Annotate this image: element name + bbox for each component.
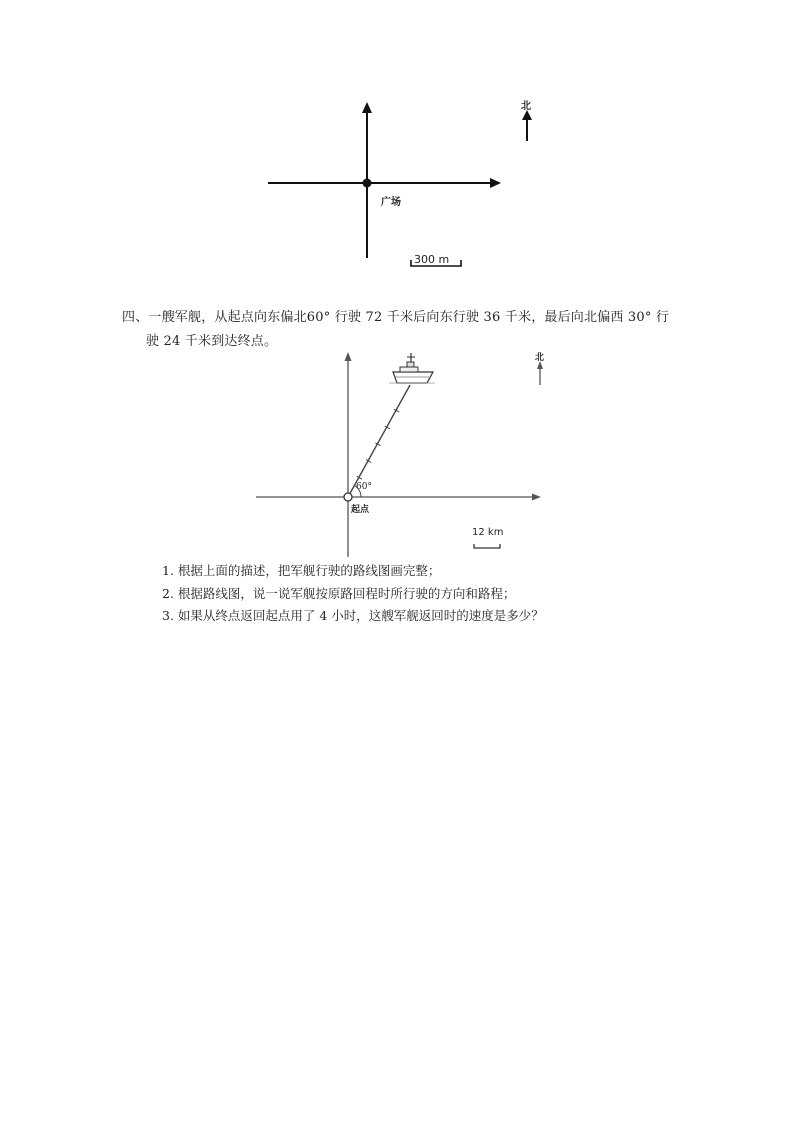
vertical-axis-arrowhead: [345, 352, 352, 361]
plaza-point: [363, 179, 372, 188]
question-4-line-2: 驶 24 千米到达终点。: [146, 334, 278, 349]
north-label-2: 北: [535, 353, 545, 363]
warship-route-figure: [250, 345, 560, 560]
vertical-arrowhead: [362, 102, 372, 113]
sub-question-3: 3. 如果从终点返回起点用了 4 小时，这艘军舰返回时的速度是多少？: [162, 608, 544, 623]
sub-question-2: 2. 根据路线图，说一说军舰按原路回程时所行驶的方向和路程；: [162, 586, 516, 601]
warship-route-svg: [250, 345, 560, 560]
horizontal-arrowhead: [490, 178, 501, 188]
sub-question-1: 1. 根据上面的描述，把军舰行驶的路线图画完整；: [162, 563, 441, 578]
plaza-map-figure: [262, 95, 542, 275]
plaza-label: 广场: [381, 197, 401, 208]
north-label: 北: [521, 101, 531, 112]
start-label: 起点: [351, 505, 370, 515]
question-4-line-1: 四、一艘军舰，从起点向东偏北60° 行驶 72 千米后向东行驶 36 千米，最后向北偏西 30° 行: [122, 310, 670, 325]
warship-icon: [389, 353, 435, 383]
scale-label-2: 12 km: [472, 527, 504, 538]
scale-label: 300 m: [414, 253, 450, 266]
scale-bar: [474, 544, 500, 548]
route-segment-1: [348, 385, 410, 497]
angle-label: 60°: [356, 482, 372, 492]
horizontal-axis-arrowhead: [532, 494, 541, 501]
plaza-map-svg: [262, 95, 542, 275]
start-point: [344, 493, 352, 501]
